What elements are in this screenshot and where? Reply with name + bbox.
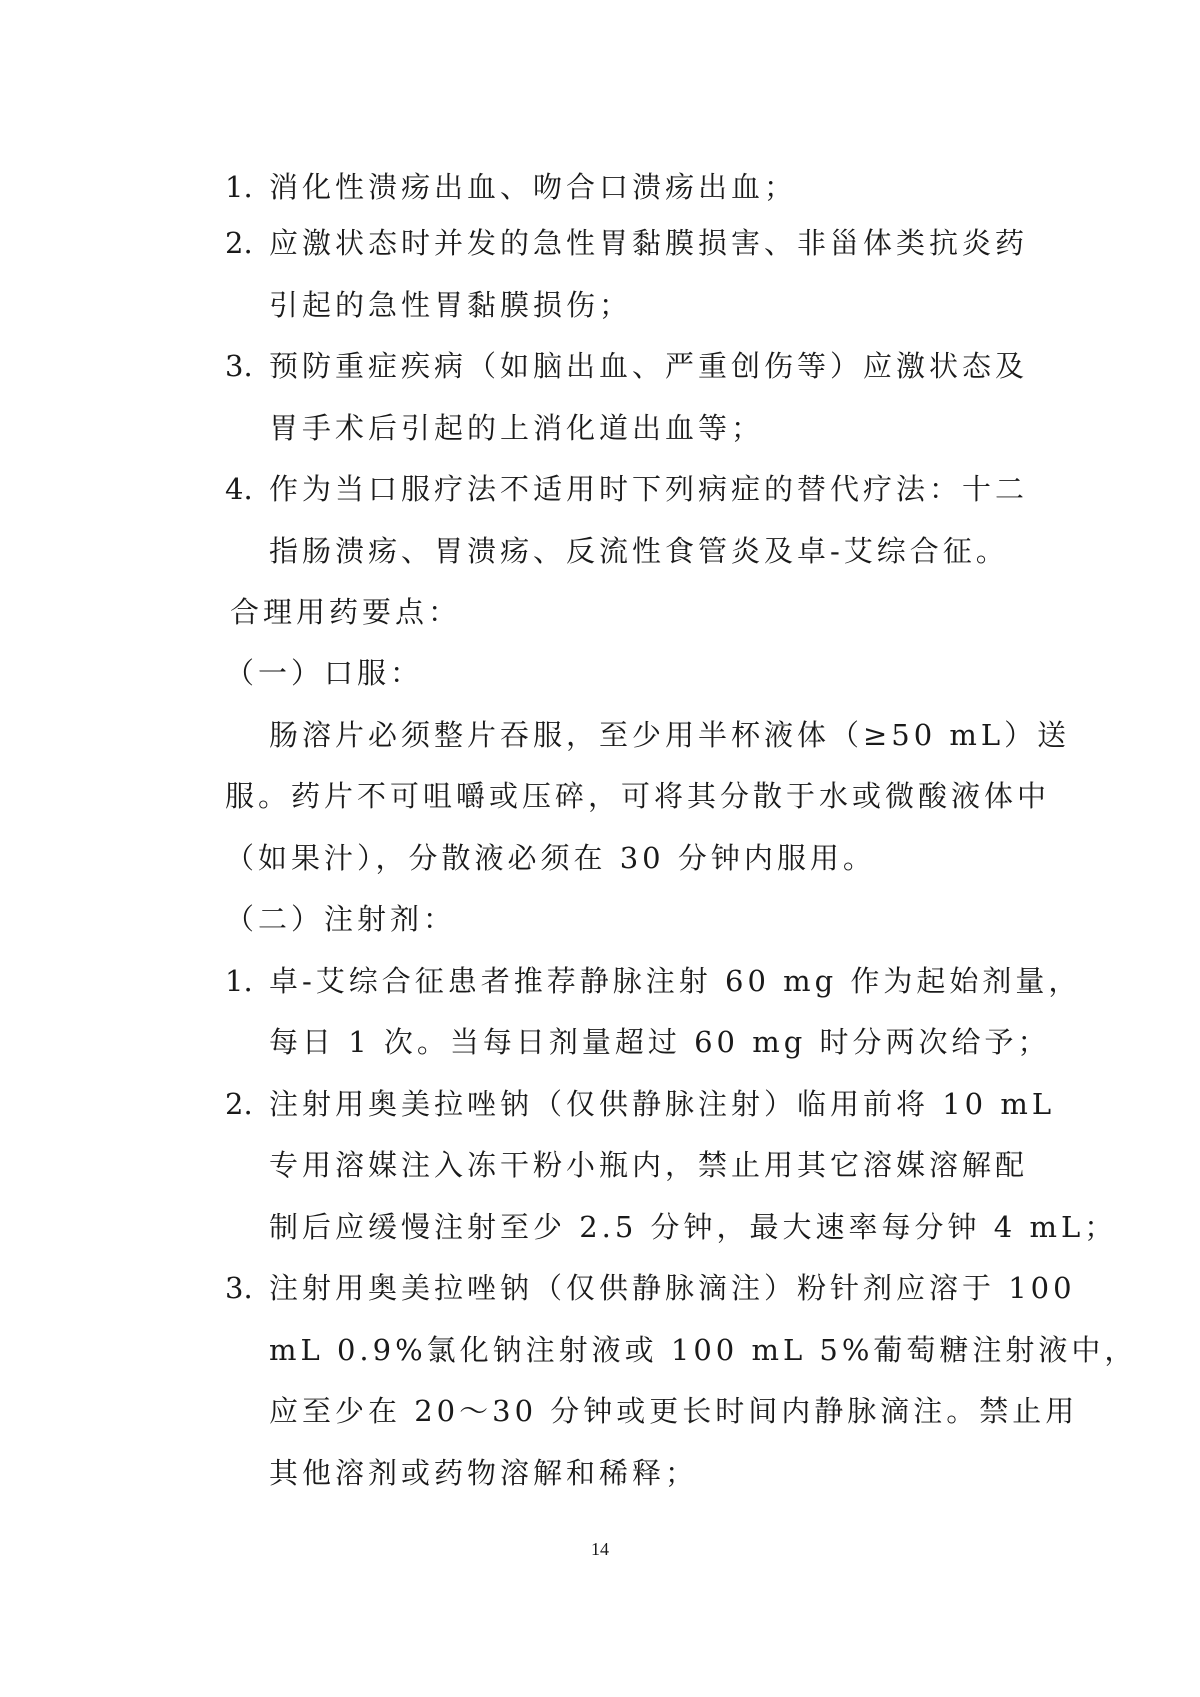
list-text: 消化性溃疡出血、吻合口溃疡出血；: [269, 170, 798, 204]
injection-item-3-continuation: [269, 1453, 698, 1493]
list-number: 3.: [225, 1271, 253, 1305]
indication-item-3: [225, 346, 1028, 386]
injection-item-1-continuation: [269, 1022, 1051, 1062]
section-heading: 合理用药要点：: [230, 595, 462, 629]
list-number: 2.: [225, 1087, 253, 1121]
list-number: 1.: [225, 170, 253, 204]
list-number: 3.: [225, 349, 253, 383]
indication-item-4-continuation: [269, 531, 1009, 571]
indication-item-2: [225, 223, 1028, 263]
injection-heading: （二）注射剂：: [225, 902, 457, 936]
list-text: mL 0.9%氯化钠注射液或 100 mL 5%葡萄糖注射液中，: [269, 1333, 1138, 1367]
list-text: 应激状态时并发的急性胃黏膜损害、非甾体类抗炎药: [269, 226, 1029, 260]
list-text: 其他溶剂或药物溶解和稀释；: [269, 1456, 699, 1490]
indication-item-3-continuation: [269, 408, 764, 448]
list-text: 引起的急性胃黏膜损伤；: [269, 288, 633, 322]
injection-item-2: [225, 1084, 1055, 1124]
injection-item-3-continuation: [269, 1391, 1078, 1431]
oral-heading: （一）口服：: [225, 656, 424, 690]
indication-item-4: [225, 469, 1028, 509]
injection-item-3: [225, 1268, 1076, 1308]
list-number: 4.: [225, 472, 253, 506]
list-text: 应至少在 20～30 分钟或更长时间内静脉滴注。禁止用: [269, 1394, 1079, 1428]
list-text: 注射用奥美拉唑钠（仅供静脉滴注）粉针剂应溶于 100: [269, 1271, 1076, 1305]
list-text: 作为当口服疗法不适用时下列病症的替代疗法：十二: [269, 472, 1029, 506]
indication-item-1: [225, 167, 797, 207]
list-number: 1.: [225, 964, 253, 998]
list-text: 指肠溃疡、胃溃疡、反流性食管炎及卓-艾综合征。: [269, 534, 1009, 568]
oral-paragraph-line: 肠溶片必须整片吞服，至少用半杯液体（≥50 mL）送: [269, 718, 1071, 752]
list-text: 卓-艾综合征患者推荐静脉注射 60 mg 作为起始剂量，: [269, 964, 1082, 998]
list-text: 胃手术后引起的上消化道出血等；: [269, 411, 765, 445]
list-text: 每日 1 次。当每日剂量超过 60 mg 时分两次给予；: [269, 1025, 1051, 1059]
injection-item-3-continuation: [269, 1330, 1137, 1370]
list-text: 注射用奥美拉唑钠（仅供静脉注射）临用前将 10 mL: [269, 1087, 1056, 1121]
oral-paragraph-line: （如果汁），分散液必须在 30 分钟内服用。: [225, 841, 876, 875]
list-text: 制后应缓慢注射至少 2.5 分钟，最大速率每分钟 4 mL；: [269, 1210, 1118, 1244]
injection-item-2-continuation: [269, 1207, 1117, 1247]
injection-item-1: [225, 961, 1081, 1001]
list-text: 预防重症疾病（如脑出血、严重创伤等）应激状态及: [269, 349, 1029, 383]
list-number: 2.: [225, 226, 253, 260]
indication-item-2-continuation: [269, 285, 632, 325]
page-number: 14: [591, 1539, 609, 1559]
list-text: 专用溶媒注入冻干粉小瓶内，禁止用其它溶媒溶解配: [269, 1148, 1029, 1182]
oral-paragraph-line: 服。药片不可咀嚼或压碎，可将其分散于水或微酸液体中: [225, 779, 1051, 813]
injection-item-2-continuation: [269, 1145, 1028, 1185]
